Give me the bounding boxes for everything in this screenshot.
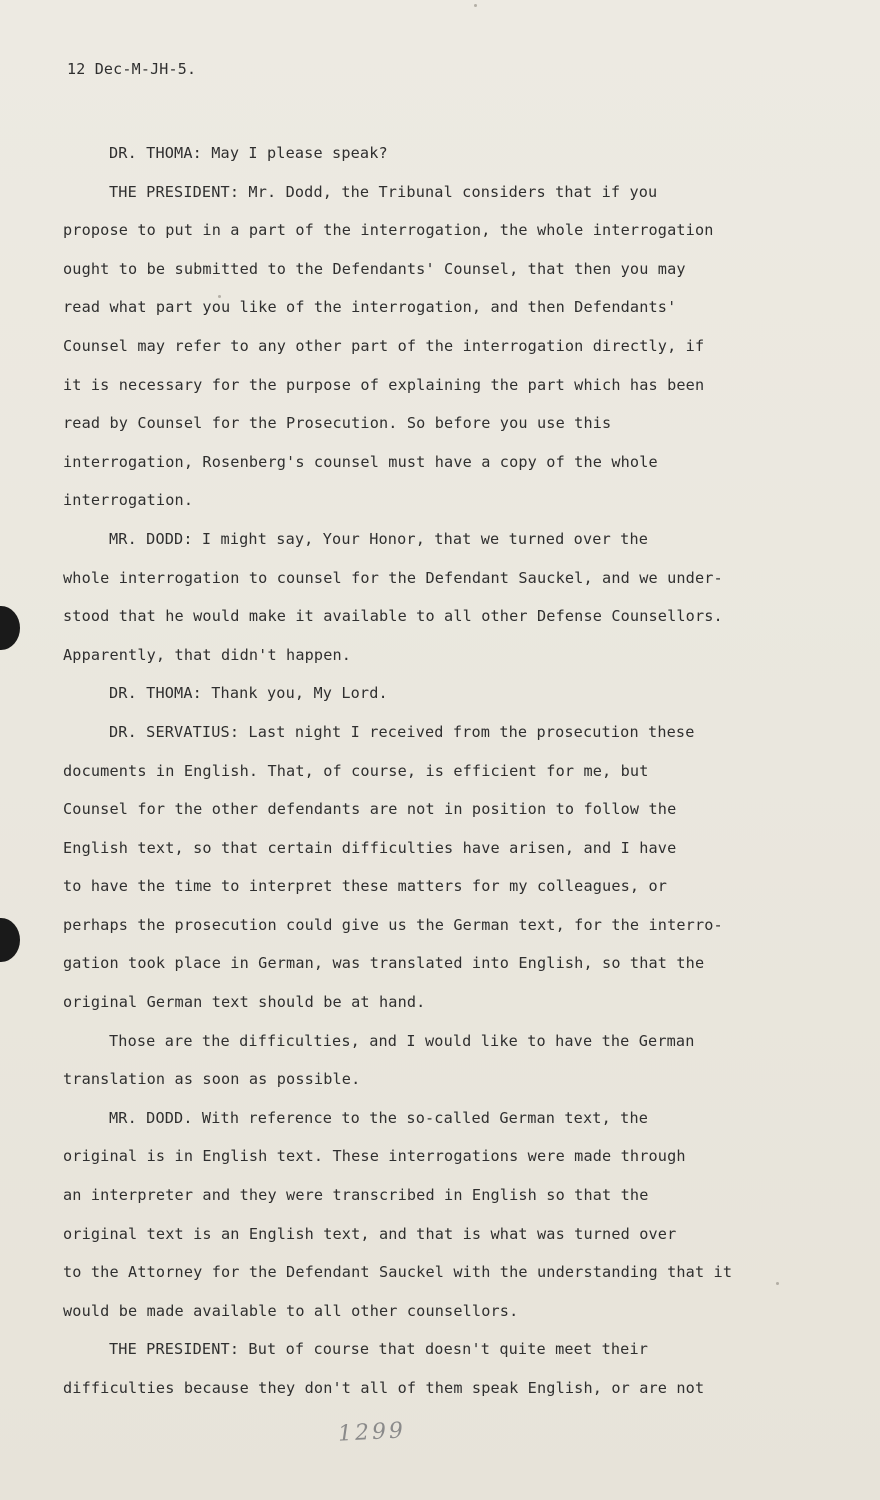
transcript-line: MR. DODD. With reference to the so-called German text, the [109, 1108, 649, 1127]
transcript-line: gation took place in German, was translated into English, so that the [63, 954, 705, 973]
transcript-line: THE PRESIDENT: Mr. Dodd, the Tribunal considers that if you [109, 182, 658, 201]
transcript-line: THE PRESIDENT: But of course that doesn't quite meet their [109, 1340, 649, 1359]
transcript-line: translation as soon as possible. [63, 1070, 361, 1089]
transcript-line: interrogation, Rosenberg's counsel must have a copy of the whole [63, 452, 658, 471]
transcript-line: to the Attorney for the Defendant Sauckel with the understanding that it [63, 1263, 733, 1282]
transcript-line: DR. SERVATIUS: Last night I received from the prosecution these [109, 722, 695, 741]
paper-speck [776, 1282, 779, 1285]
handwritten-page-number: 1299 [337, 1418, 407, 1447]
punch-hole-lower [0, 918, 20, 962]
punch-hole-upper [0, 606, 20, 650]
transcript-line: English text, so that certain difficulties have arisen, and I have [63, 838, 677, 857]
transcript-line: original text is an English text, and that is what was turned over [63, 1224, 677, 1243]
transcript-line: read by Counsel for the Prosecution. So before you use this [63, 414, 612, 433]
transcript-line: DR. THOMA: Thank you, My Lord. [109, 684, 388, 703]
transcript-line: read what part you like of the interrogation, and then Defendants' [63, 298, 677, 317]
transcript-line: difficulties because they don't all of them speak English, or are not [63, 1379, 705, 1397]
transcript-line: an interpreter and they were transcribed in English so that the [63, 1186, 649, 1205]
transcript-line: interrogation. [63, 491, 194, 510]
transcript-line: original German text should be at hand. [63, 993, 426, 1012]
transcript-line: propose to put in a part of the interrogation, the whole interrogation [63, 221, 714, 240]
transcript-line: original is in English text. These interrogations were made through [63, 1147, 686, 1166]
transcript-body [63, 138, 753, 1412]
paper-speck [474, 4, 477, 7]
transcript-line: MR. DODD: I might say, Your Honor, that we turned over the [109, 529, 649, 548]
transcript-line: whole interrogation to counsel for the Defendant Sauckel, and we under- [63, 568, 723, 587]
document-header-code: 12 Dec-M-JH-5. [67, 60, 197, 78]
transcript-line: ought to be submitted to the Defendants' Counsel, that then you may [63, 259, 686, 278]
transcript-line: Those are the difficulties, and I would like to have the German [109, 1031, 695, 1050]
transcript-line: it is necessary for the purpose of explaining the part which has been [63, 375, 705, 394]
transcript-line: DR. THOMA: May I please speak? [109, 144, 388, 162]
transcript-line: documents in English. That, of course, is efficient for me, but [63, 761, 649, 780]
transcript-line: Apparently, that didn't happen. [63, 645, 352, 664]
transcript-line: Counsel for the other defendants are not in position to follow the [63, 800, 677, 819]
transcript-line: to have the time to interpret these matters for my colleagues, or [63, 877, 668, 896]
transcript-line: Counsel may refer to any other part of the interrogation directly, if [63, 336, 705, 355]
transcript-line: stood that he would make it available to all other Defense Counsellors. [63, 607, 723, 626]
transcript-line: would be made available to all other counsellors. [63, 1301, 519, 1320]
transcript-line: perhaps the prosecution could give us the German text, for the interro- [63, 915, 723, 934]
